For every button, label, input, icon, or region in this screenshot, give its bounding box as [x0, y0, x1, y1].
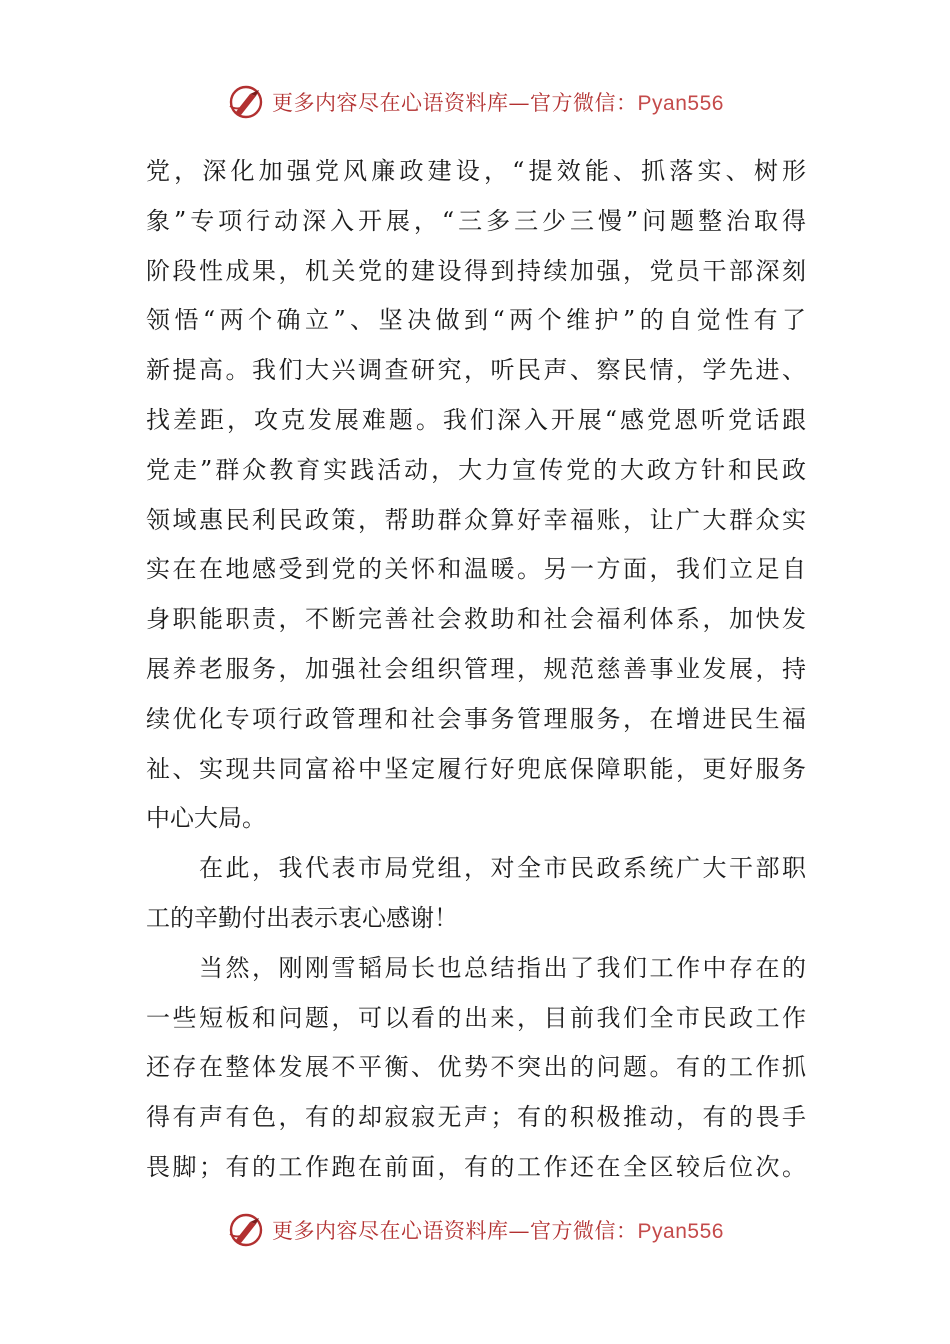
- body-line: 党，深化加强党风廉政建设，“提效能、抓落实、树形: [146, 157, 806, 185]
- body-line: 得有声有色，有的却寂寂无声；有的积极推动，有的畏手: [146, 1103, 806, 1132]
- body-line: 找差距，攻克发展难题。我们深入开展“感党恩听党话跟: [146, 405, 806, 434]
- body-line: 中心大局。: [146, 804, 266, 833]
- body-line: 领悟“两个确立”、坚决做到“两个维护”的自觉性有了: [146, 306, 806, 335]
- body-line: 身职能职责，不断完善社会救助和社会福利体系，加快发: [146, 605, 806, 634]
- pen-nib-logo-icon: [226, 82, 266, 122]
- pen-nib-logo-icon: [226, 1210, 266, 1250]
- body-line: 象”专项行动深入开展，“三多三少三慢”问题整治取得: [146, 206, 806, 235]
- footer-banner: [0, 1208, 950, 1252]
- header-banner-text-cn: 更多内容尽在心语资料库—官方微信：: [272, 91, 638, 115]
- footer-banner-text-cn: 更多内容尽在心语资料库—官方微信：: [272, 1219, 638, 1243]
- body-line: 阶段性成果，机关党的建设得到持续加强，党员干部深刻: [146, 256, 806, 285]
- header-banner-text: [272, 87, 724, 117]
- body-line: 在此，我代表市局党组，对全市民政系统广大干部职: [146, 854, 806, 883]
- document-body: [146, 147, 806, 1193]
- body-line: 党走”群众教育实践活动，大力宣传党的大政方针和民政: [146, 455, 806, 484]
- header-banner-text-wechat-id: Pyan556: [637, 92, 724, 115]
- body-line: 祉、实现共同富裕中坚定履行好兜底保障职能，更好服务: [146, 754, 806, 783]
- body-line: 当然，刚刚雪韬局长也总结指出了我们工作中存在的: [146, 953, 806, 982]
- body-line: 实在在地感受到党的关怀和温暖。另一方面，我们立足自: [146, 555, 806, 584]
- body-line: 一些短板和问题，可以看的出来，目前我们全市民政工作: [146, 1003, 806, 1032]
- body-line: 领域惠民利民政策，帮助群众算好幸福账，让广大群众实: [146, 505, 806, 534]
- body-line: 工的辛勤付出表示衷心感谢！: [146, 903, 458, 932]
- body-line: 还存在整体发展不平衡、优势不突出的问题。有的工作抓: [146, 1053, 806, 1082]
- footer-banner-text-wechat-id: Pyan556: [637, 1220, 724, 1243]
- body-line: 展养老服务，加强社会组织管理，规范慈善事业发展，持: [146, 654, 806, 683]
- body-line: 畏脚；有的工作跑在前面，有的工作还在全区较后位次。: [146, 1152, 806, 1181]
- header-banner: [0, 80, 950, 124]
- body-line: 新提高。我们大兴调查研究，听民声、察民情，学先进、: [146, 356, 806, 385]
- footer-banner-text: [272, 1215, 724, 1245]
- body-line: 续优化专项行政管理和社会事务管理服务，在增进民生福: [146, 704, 806, 733]
